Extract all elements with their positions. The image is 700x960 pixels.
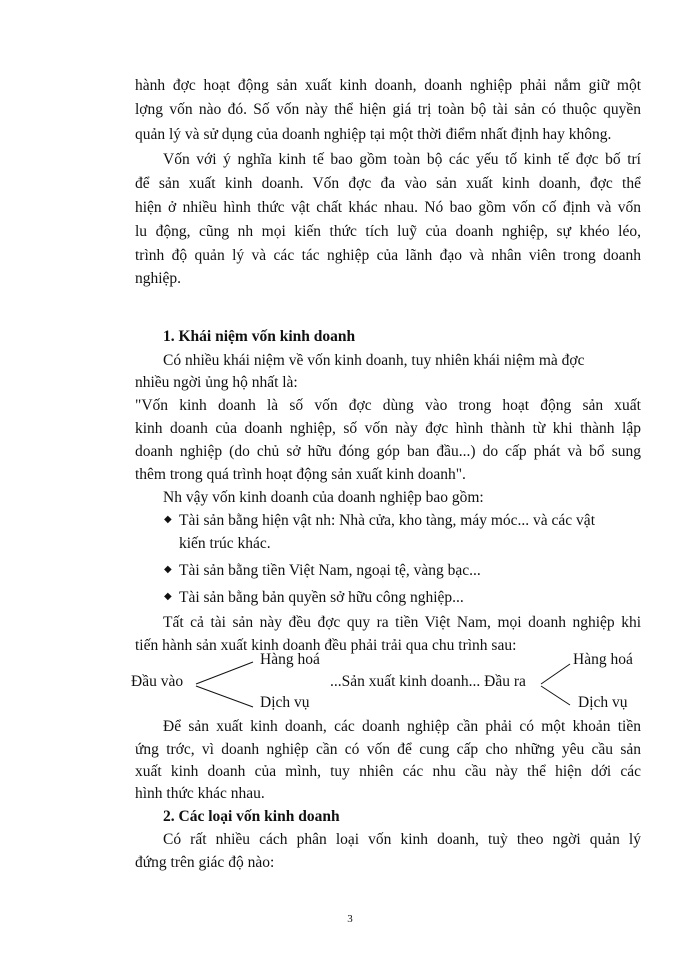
paragraph-line: Để sản xuất kinh doanh, các doanh nghiệp cần phải có một khoản tiền xyxy=(163,718,641,735)
connector-line xyxy=(541,686,570,705)
paragraph-line: nghiệp. xyxy=(135,270,182,287)
section-heading: 1. Khái niệm vốn kinh doanh xyxy=(163,328,356,345)
page-number: 3 xyxy=(347,913,353,925)
diagram-bottom-right-label: Dịch vụ xyxy=(578,694,628,711)
paragraph-line: quản lý và sử dụng của doanh nghiệp tại một thời điểm nhất định hay không. xyxy=(135,126,612,143)
paragraph-line: lợng vốn nào đó. Số vốn này thể hiện giá trị toàn bộ tài sản có thuộc quyền xyxy=(135,101,641,118)
section-heading: 2. Các loại vốn kinh doanh xyxy=(163,808,340,825)
diagram-top-left-label: Hàng hoá xyxy=(260,651,320,668)
paragraph-line: hình thức khác nhau. xyxy=(135,785,265,802)
paragraph-line: đứng trên giác độ nào: xyxy=(135,854,275,871)
connector-line xyxy=(541,664,570,684)
diagram-middle-label: ...Sản xuất kinh doanh... Đầu ra xyxy=(330,673,526,690)
paragraph-line: "Vốn kinh doanh là số vốn đợc dùng vào trong hoạt động sản xuất xyxy=(135,397,641,414)
bullet-icon: ◆ xyxy=(164,514,172,525)
bullet-item: Tài sản bằng bản quyền sở hữu công nghiệp... xyxy=(179,589,464,606)
bullet-item: Tài sản bằng tiền Việt Nam, ngoại tệ, vàng bạc... xyxy=(179,562,481,579)
paragraph-line: lu động, cũng nh mọi kiến thức tích luỹ của doanh nghiệp, sự khéo léo, xyxy=(135,223,641,240)
bullet-icon: ◆ xyxy=(164,564,172,575)
bullet-icon: ◆ xyxy=(164,591,172,602)
diagram-bottom-left-label: Dịch vụ xyxy=(260,694,310,711)
paragraph-line: thêm trong quá trình hoạt động sản xuất kinh doanh". xyxy=(135,466,466,483)
paragraph-line: Có nhiều khái niệm về vốn kinh doanh, tuy nhiên khái niệm mà đợc xyxy=(163,352,585,369)
paragraph-line: Vốn với ý nghĩa kinh tế bao gồm toàn bộ các yếu tố kinh tế đợc bố trí xyxy=(163,151,641,168)
diagram-top-right-label: Hàng hoá xyxy=(573,651,633,668)
paragraph-line: Nh vậy vốn kinh doanh của doanh nghiệp bao gồm: xyxy=(163,489,484,506)
connector-line xyxy=(196,662,253,684)
paragraph-line: trình độ quản lý và các tác nghiệp của lãnh đạo và nhân viên trong doanh xyxy=(135,247,641,264)
paragraph-line: tiến hành sản xuất kinh doanh đều phải trải qua chu trình sau: xyxy=(135,637,517,654)
bullet-item: kiến trúc khác. xyxy=(179,535,271,552)
paragraph-line: xuất kinh doanh của mình, tuy nhiên các nhu cầu này thể hiện dới các xyxy=(135,763,641,780)
paragraph-line: hiện ở nhiều hình thức vật chất khác nhau. Nó bao gồm vốn cố định và vốn xyxy=(135,199,641,216)
paragraph-line: để sản xuất kinh doanh. Vốn đợc đa vào sản xuất kinh doanh, đợc thể xyxy=(135,175,641,192)
paragraph-line: ứng trớc, vì doanh nghiệp cần có vốn để cung cấp cho những yêu cầu sản xyxy=(135,741,641,758)
paragraph-line: kinh doanh của doanh nghiệp, số vốn này đợc hình thành từ khi thành lập xyxy=(135,420,641,437)
bullet-item: Tài sản bằng hiện vật nh: Nhà cửa, kho tàng, máy móc... và các vật xyxy=(179,512,595,529)
paragraph-line: Có rất nhiều cách phân loại vốn kinh doanh, tuỳ theo ngời quản lý xyxy=(163,831,641,848)
paragraph-line: hành đợc hoạt động sản xuất kinh doanh, doanh nghiệp phải nắm giữ một xyxy=(135,77,641,94)
paragraph-line: doanh nghiệp (do chủ sở hữu đóng góp ban đầu...) do cấp phát và bổ sung xyxy=(135,443,641,460)
connector-line xyxy=(196,686,253,707)
paragraph-line: Tất cả tài sản này đều đợc quy ra tiền Việt Nam, mọi doanh nghiệp khi xyxy=(163,614,641,631)
diagram-input-label: Đầu vào xyxy=(131,673,184,690)
paragraph-line: nhiều ngời ủng hộ nhất là: xyxy=(135,374,298,391)
